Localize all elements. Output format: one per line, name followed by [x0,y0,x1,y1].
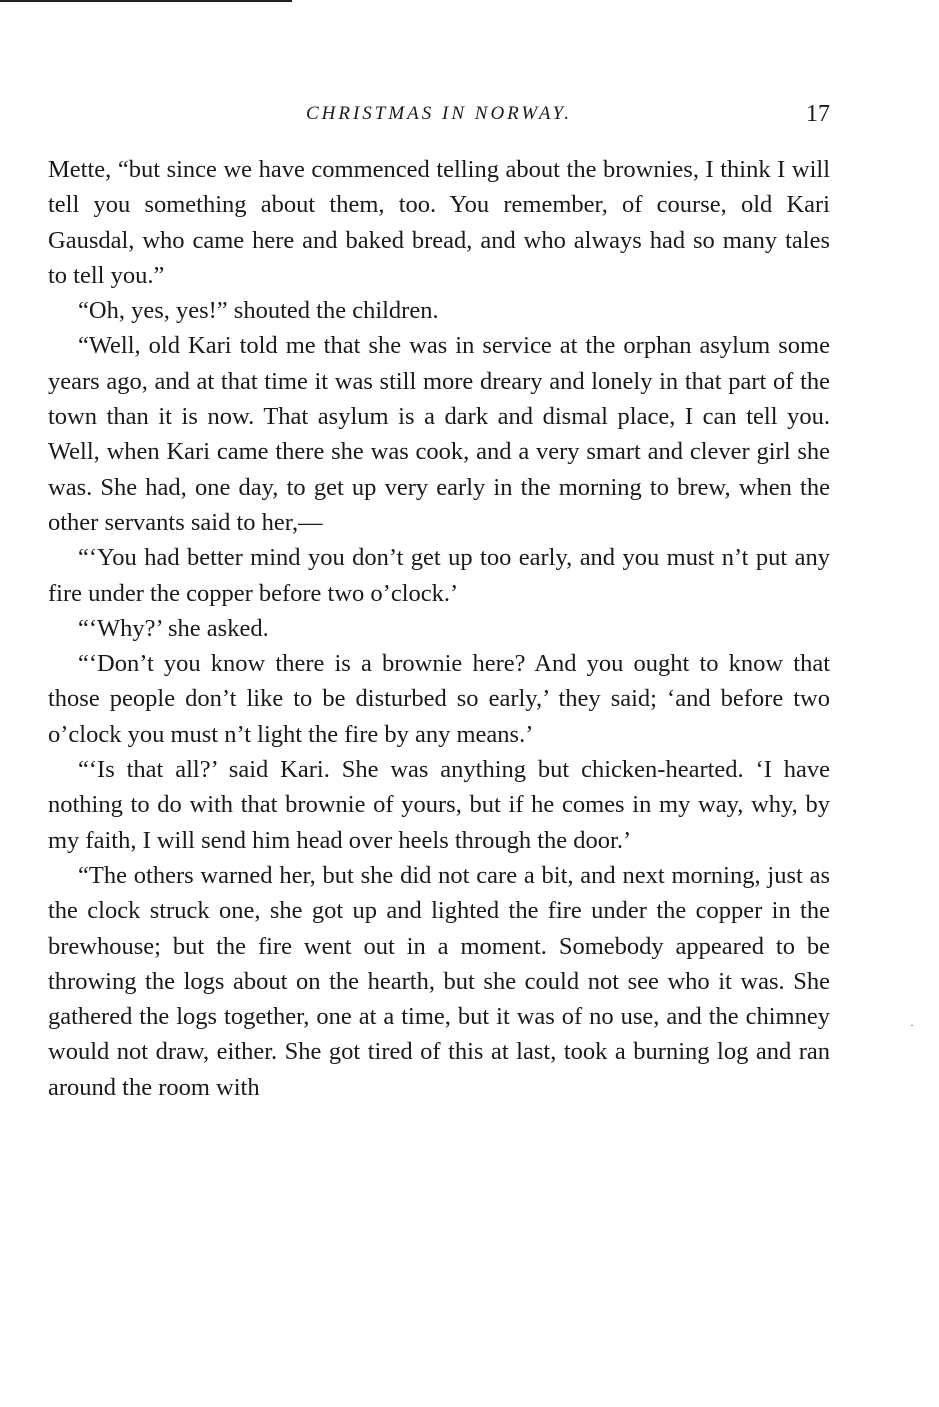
paragraph-5: “‘Why?’ she asked. [78,614,269,642]
body-text [48,152,830,1105]
page-number: 17 [806,101,830,127]
running-head [48,96,830,136]
top-rule [0,0,292,2]
paragraph-2: “Oh, yes, yes!” shouted the children. [78,297,439,325]
paragraph-4: “‘You had better mind you don’t get up too early, and you must n’t put any fire under the copper before two o’clock.’ [48,544,830,607]
running-title: CHRISTMAS IN NORWAY. [305,103,573,124]
paragraph-8: “The others warned her, but she did not care a bit, and next morning, just as the clock struck one, she got up and lighted the fire under the copper in the brewhouse; but the fire went out in a moment. Somebody appeared to be throwing the logs about on the hearth, but she could not see who it was. She gathered the logs together, one at a time, but it was of no use, and the chimney would not draw, either. She got tired of this at last, took a burning log and ran around the room with [48,861,830,1101]
paragraph-3: “Well, old Kari told me that she was in service at the orphan asylum some years ago, and at that time it was still more dreary and lonely in that part of the town than it is now. That asylum is a dark and dismal place, I can tell you. Well, when Kari came there she was cook, and a very smart and clever girl she was. She had, one day, to get up very early in the morning to brew, when the other servants said to her,— [48,332,830,536]
paragraph-7: “‘Is that all?’ said Kari. She was anything but chicken-hearted. ‘I have nothing to do with that brownie of yours, but if he comes in my way, why, by my faith, I will send him head over heels through the door.’ [48,756,830,854]
paragraph-1: Mette, “but since we have commenced telling about the brownies, I think I will tell you something about them, too. You remember, of course, old Kari Gausdal, who came here and baked bread, and who always had so many tales to tell you.” [48,156,830,289]
paragraph-6: “‘Don’t you know there is a brownie here? And you ought to know that those people don’t like to be disturbed so early,’ they said; ‘and before two o’clock you must n’t light the fire by any means.’ [48,650,830,748]
margin-speck: · [910,1018,914,1032]
